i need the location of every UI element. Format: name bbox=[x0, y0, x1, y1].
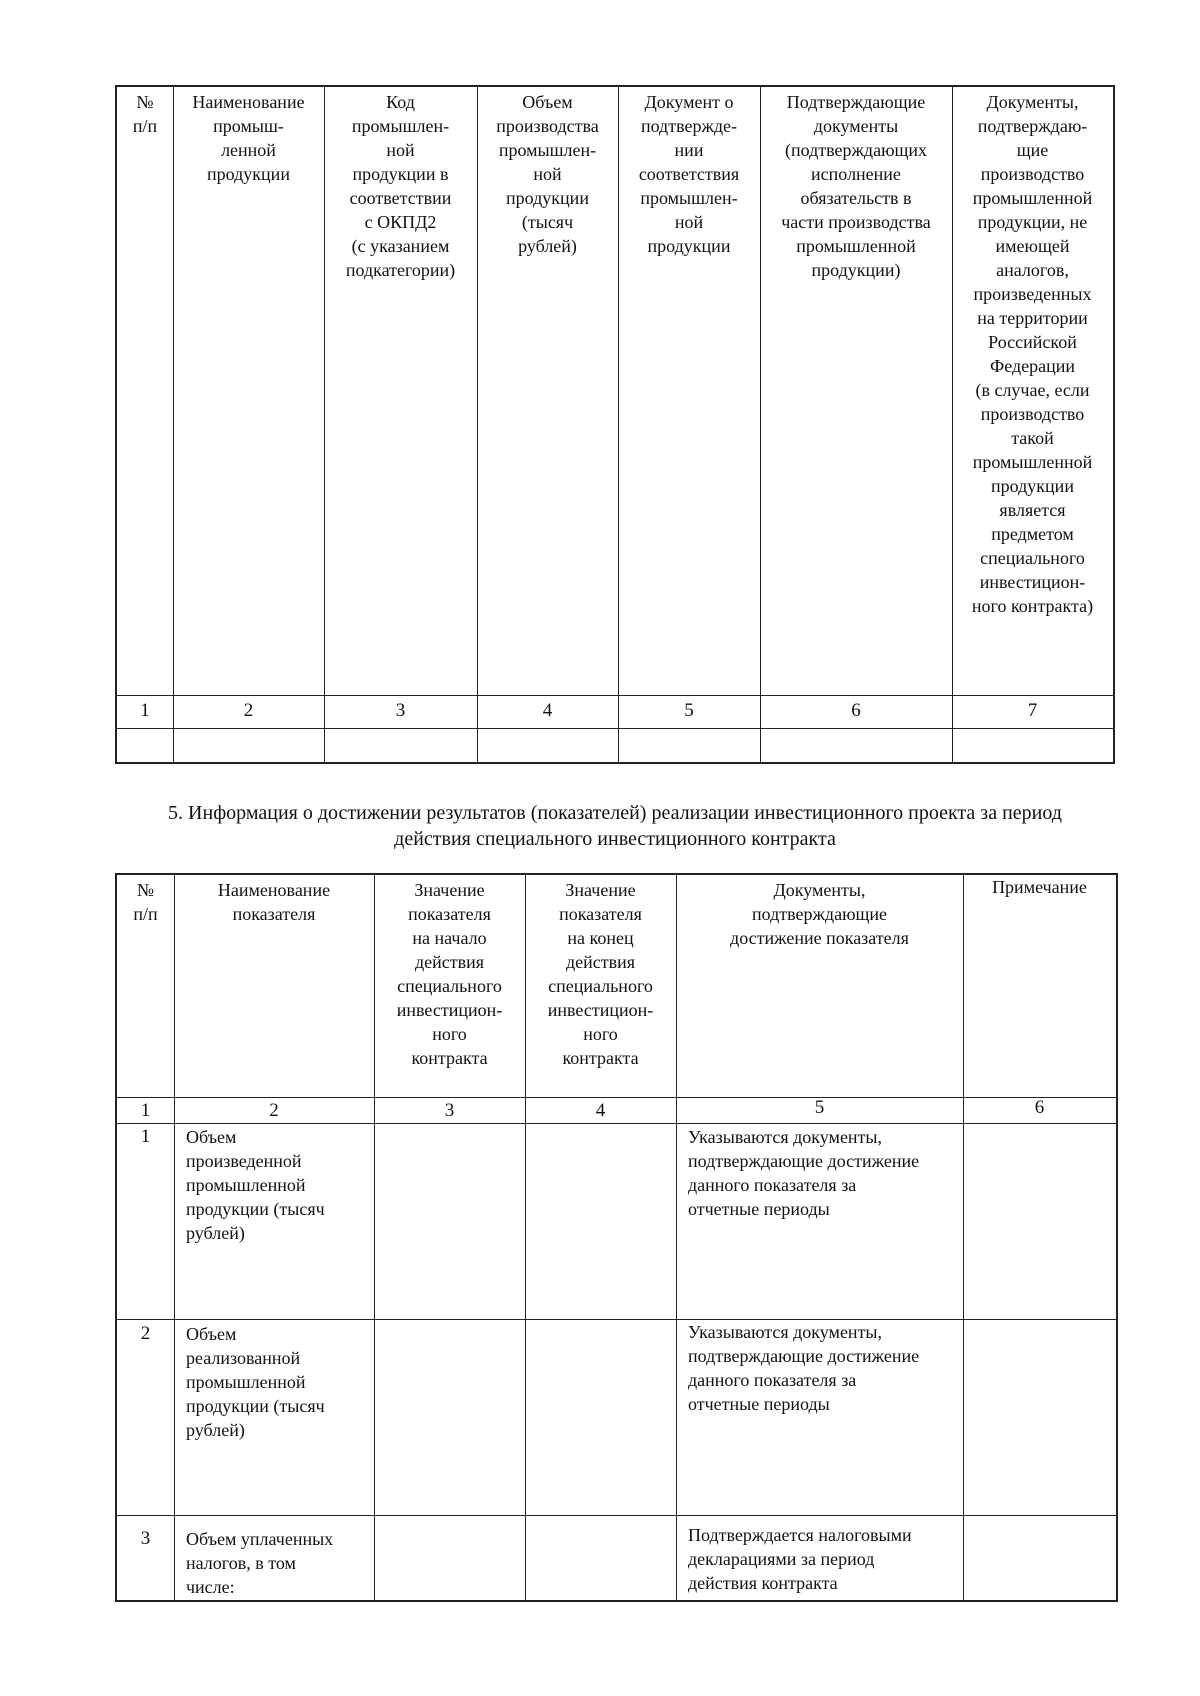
header-cell-num: № п/п bbox=[133, 880, 158, 924]
row-number: 2 bbox=[140, 1323, 151, 1344]
header-cell-indicator-name: Наименование показателя bbox=[217, 880, 331, 924]
indicator-name: Объем произведенной промышленной продукции (тысяч рублей) bbox=[186, 1127, 325, 1243]
indicator-documents: Указываются документы, подтверждающие достижение данного показателя за отчетные периоды bbox=[688, 1322, 920, 1414]
header-cell-num: № п/п bbox=[132, 92, 158, 136]
table-divider bbox=[117, 728, 1113, 729]
indicator-name: Объем реализованной промышленной продукции (тысяч рублей) bbox=[186, 1324, 325, 1440]
header-cell-end-value: Значение показателя на конец действия специального инвестицион- ного контракта bbox=[547, 880, 654, 1068]
row-number: 1 bbox=[140, 1126, 151, 1147]
column-number: 3 bbox=[444, 1100, 455, 1121]
section-heading: 5. Информация о достижении результатов (показателей) реализации инвестиционного проекта за период действия специального инвестиционного контракта bbox=[168, 802, 1062, 850]
table-divider bbox=[963, 875, 964, 1600]
indicator-documents: Указываются документы, подтверждающие достижение данного показателя за отчетные периоды bbox=[688, 1127, 920, 1219]
header-cell-conformity-document: Документ о подтвержде- нии соответствия промышлен- ной продукции bbox=[638, 92, 740, 256]
table-divider bbox=[173, 87, 174, 762]
indicator-name: Объем уплаченных налогов, в том числе: bbox=[186, 1529, 334, 1597]
header-cell-product-name: Наименование промыш- ленной продукции bbox=[192, 92, 305, 184]
column-number: 2 bbox=[269, 1100, 279, 1121]
table-indicators bbox=[115, 873, 1118, 1602]
header-cell-production-volume: Объем производства промышлен- ной продукции (тысяч рублей) bbox=[496, 92, 599, 256]
column-number: 6 bbox=[851, 700, 861, 721]
header-cell-note: Примечание bbox=[992, 877, 1087, 897]
indicator-documents: Подтверждается налоговыми декларациями за период действия контракта bbox=[688, 1525, 912, 1593]
column-number: 7 bbox=[1027, 700, 1038, 721]
table-divider bbox=[117, 695, 1113, 696]
header-cell-documents: Документы, подтверждающие достижение показателя bbox=[730, 880, 909, 948]
column-number: 5 bbox=[814, 1097, 825, 1118]
table-divider bbox=[676, 875, 677, 1600]
table-divider bbox=[117, 1515, 1116, 1516]
column-number: 1 bbox=[140, 1100, 151, 1121]
table-products bbox=[115, 85, 1115, 764]
column-number: 6 bbox=[1034, 1097, 1045, 1118]
row-number: 3 bbox=[140, 1528, 151, 1549]
header-cell-unique-production-documents: Документы, подтверждаю- щие производство промышленной продукции, не имеющей аналогов, произведенных на территории Российской Федерации (в случае, если производство такой промышленной продукции является предметом специального инвестицион- ного контракта) bbox=[971, 92, 1094, 616]
column-number: 3 bbox=[395, 700, 406, 721]
column-number: 5 bbox=[684, 700, 694, 721]
column-number: 1 bbox=[140, 700, 150, 721]
column-number: 4 bbox=[542, 700, 553, 721]
table-divider bbox=[117, 1123, 1116, 1124]
column-number: 2 bbox=[243, 700, 254, 721]
column-number: 4 bbox=[595, 1100, 606, 1121]
header-cell-confirming-documents: Подтверждающие документы (подтверждающих исполнение обязательств в части производства промышленной продукции) bbox=[781, 92, 931, 280]
header-cell-start-value: Значение показателя на начало действия специального инвестицион- ного контракта bbox=[396, 880, 503, 1068]
table-divider bbox=[117, 1319, 1116, 1320]
header-cell-okpd-code: Код промышлен- ной продукции в соответствии с ОКПД2 (с указанием подкатегории) bbox=[345, 92, 456, 280]
